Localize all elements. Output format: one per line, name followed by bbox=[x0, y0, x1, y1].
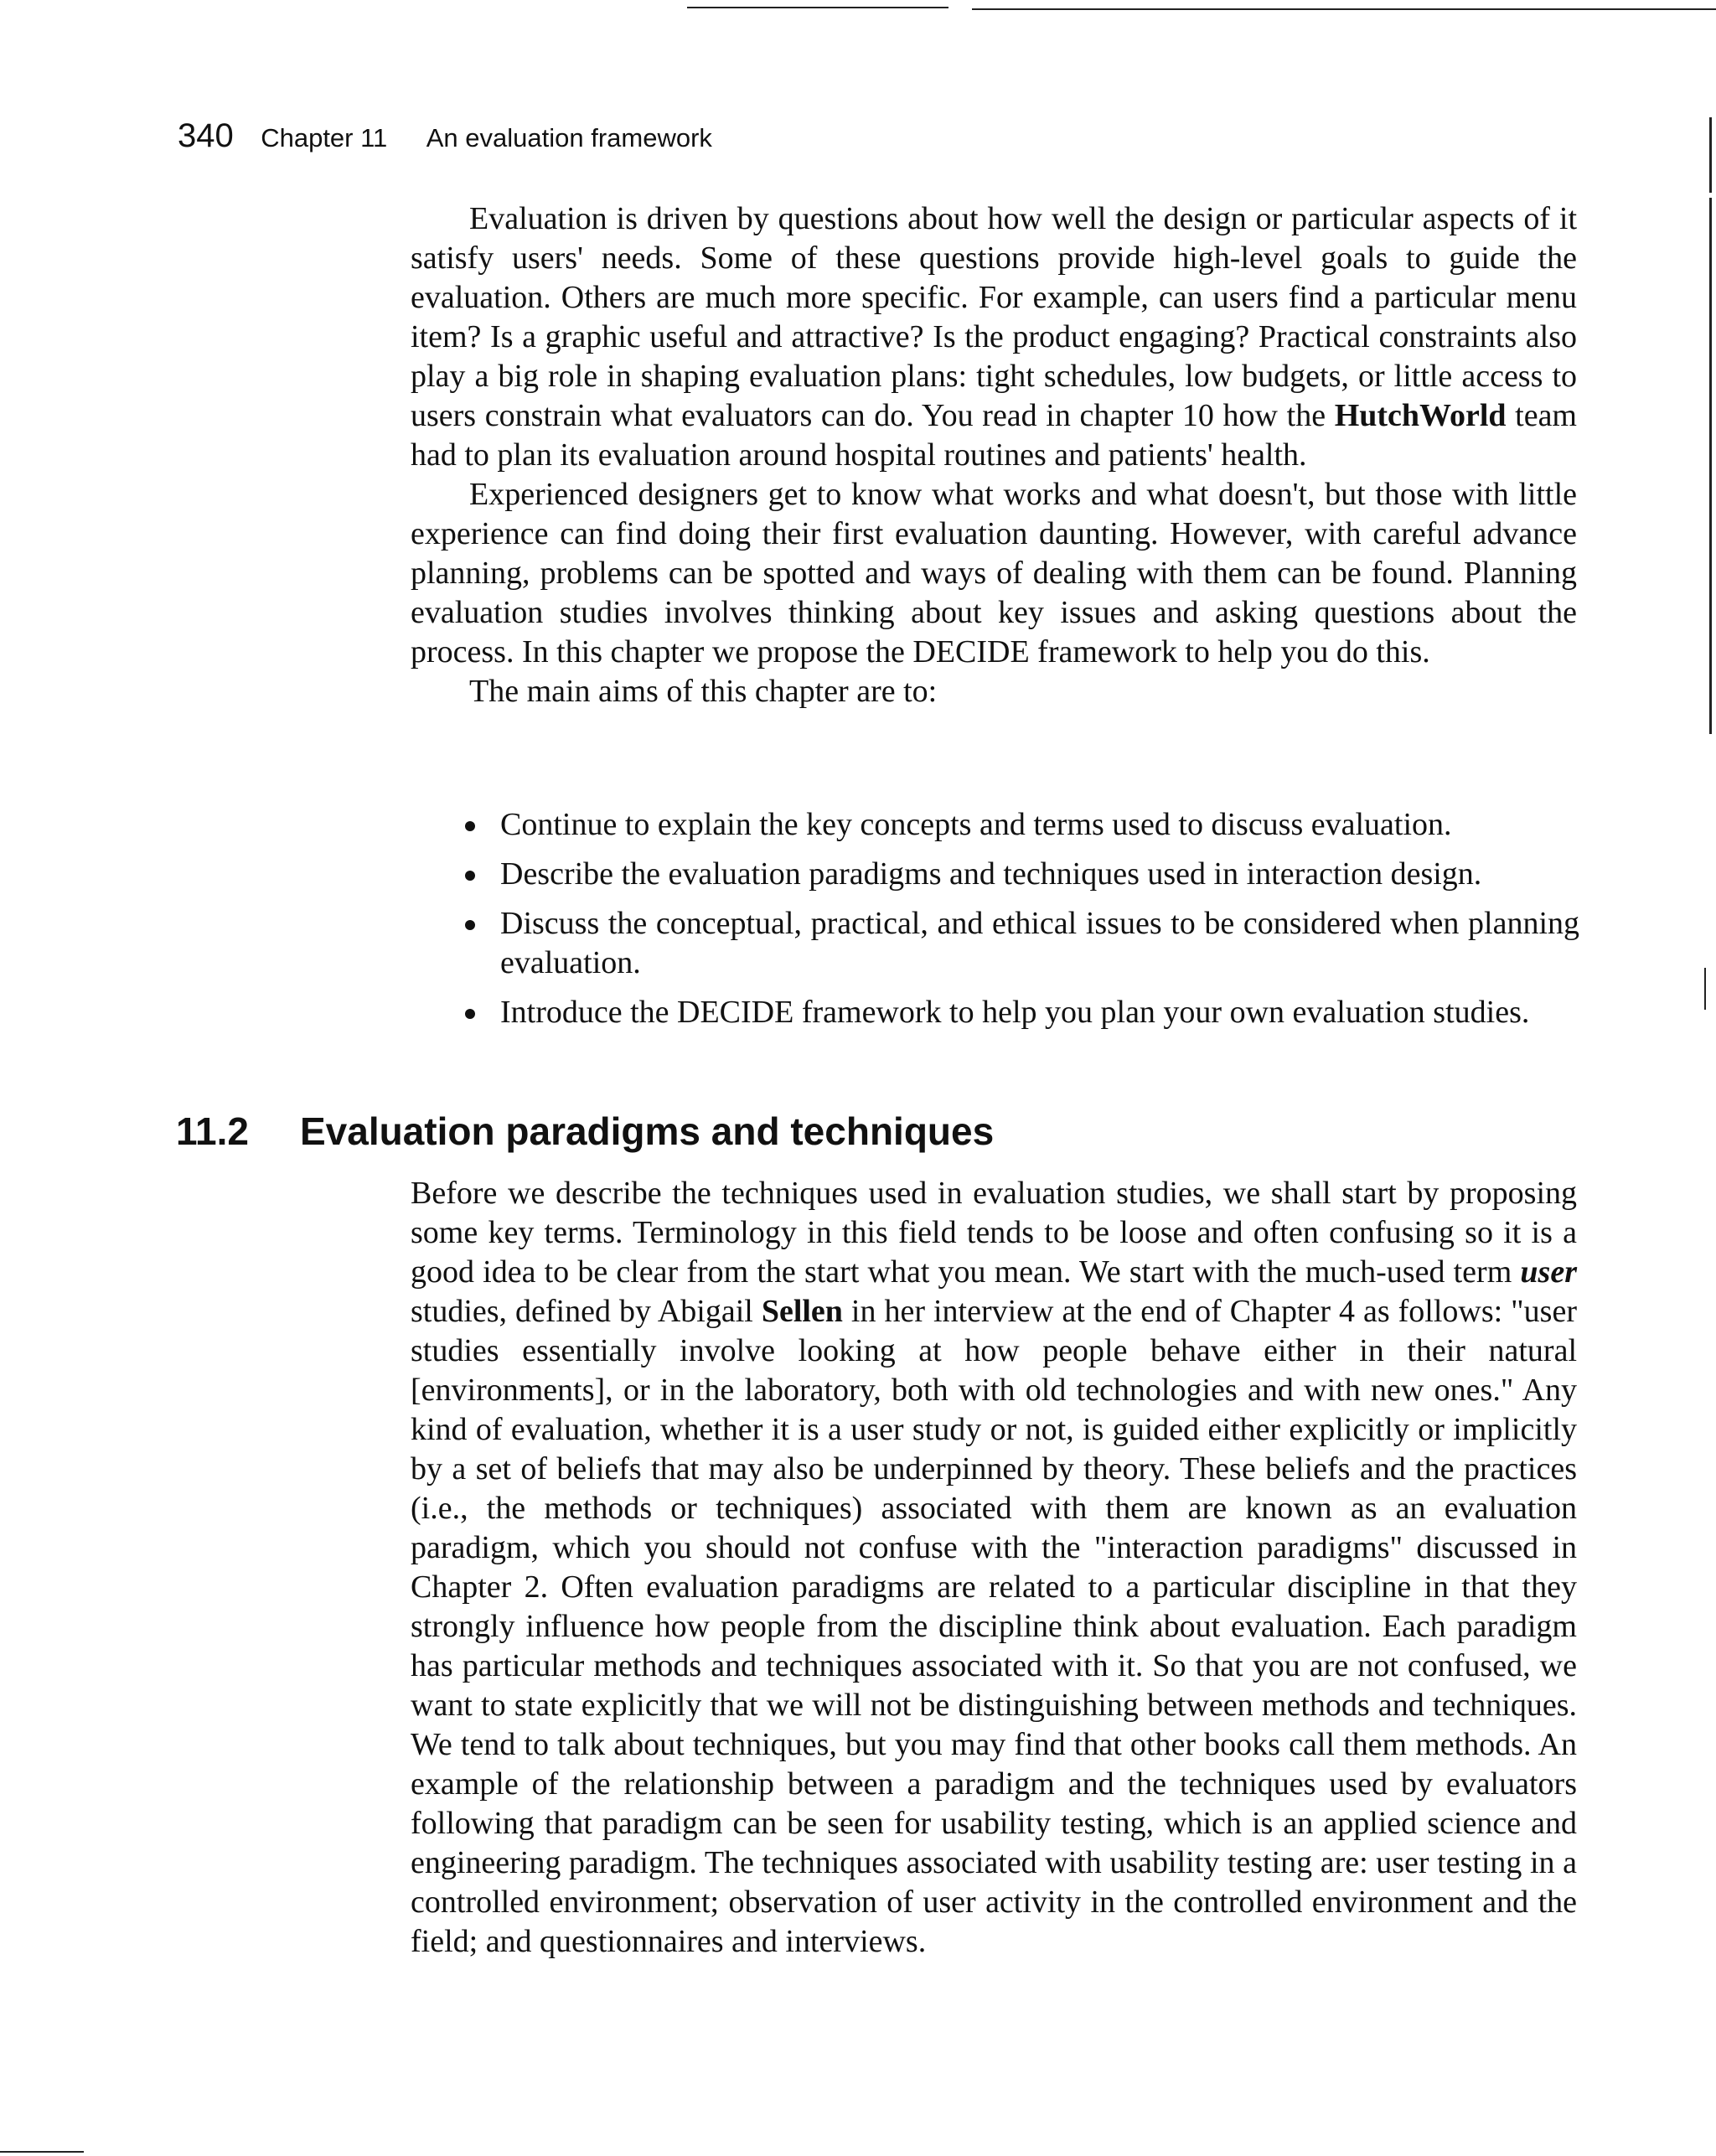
section-heading bbox=[176, 1109, 994, 1154]
bullet-icon bbox=[465, 871, 475, 881]
chapter-aims-list bbox=[465, 805, 1579, 1042]
scan-artifact-right-edge-2 bbox=[1709, 198, 1712, 734]
intro-text bbox=[411, 199, 1577, 711]
aim-text: Introduce the DECIDE framework to help you plan your own evaluation studies. bbox=[500, 995, 1530, 1030]
page-number: 340 bbox=[178, 117, 234, 154]
intro-paragraph-1-text-a: Evaluation is driven by questions about how well the design or particular aspects of it satisfy users' needs. Some of these questions provide high-level goals to guide the evaluation. Others are much more specific. For example, can users find a particular menu item? Is a graphic useful and attractive? Is the product engaging? Practical constraints also play a big role in shaping evaluation plans: tight schedules, low budgets, or little access to users constrain what evaluators can do. You read in chapter 10 how the bbox=[411, 201, 1577, 433]
list-item bbox=[465, 993, 1579, 1032]
intro-paragraph-1-text-b: team had to plan its evaluation around hospital routines and patients' health. bbox=[411, 398, 1577, 473]
section-paragraph bbox=[411, 1174, 1577, 1962]
bullet-icon bbox=[465, 920, 475, 930]
list-item bbox=[465, 904, 1579, 983]
chapter-label: Chapter 11 bbox=[261, 123, 388, 153]
hutchworld-term: HutchWorld bbox=[1334, 398, 1507, 433]
sellen-name: Sellen bbox=[761, 1294, 843, 1329]
intro-paragraph-2: Experienced designers get to know what works and what doesn't, but those with little experience can find doing their first evaluation daunting. However, with careful advance planning, problems can be spotted and ways of dealing with them can be found. Planning evaluation studies involves thinking about key issues and asking questions about the process. In this chapter we propose the DECIDE framework to help you do this. bbox=[411, 477, 1577, 670]
list-item bbox=[465, 855, 1579, 894]
intro-paragraph-1 bbox=[411, 199, 1577, 475]
running-header bbox=[178, 117, 712, 155]
section-title: Evaluation paradigms and techniques bbox=[300, 1109, 995, 1153]
list-item bbox=[465, 805, 1579, 845]
section-text-a: Before we describe the techniques used in evaluation studies, we shall start by proposing some key terms. Terminology in this field tends to be loose and often confusing so it is a good idea to be clear from the start what you mean. We start with the much-used term bbox=[411, 1176, 1577, 1290]
aim-text: Discuss the conceptual, practical, and ethical issues to be considered when planning evaluation. bbox=[500, 906, 1579, 980]
section-body bbox=[411, 1174, 1577, 1962]
scan-artifact-right-edge-3 bbox=[1704, 968, 1706, 1010]
bullet-icon bbox=[465, 1009, 475, 1019]
user-term: user bbox=[1520, 1254, 1577, 1290]
scan-artifact-top-line-right bbox=[972, 8, 1716, 10]
aim-text: Continue to explain the key concepts and terms used to discuss evaluation. bbox=[500, 807, 1452, 842]
scan-artifact-bottom-line bbox=[0, 2151, 84, 2153]
scan-artifact-right-edge-1 bbox=[1709, 117, 1712, 193]
intro-paragraph-3: The main aims of this chapter are to: bbox=[469, 674, 938, 709]
bullet-icon bbox=[465, 821, 475, 831]
section-text-b: studies, defined by Abigail bbox=[411, 1294, 762, 1329]
aim-text: Describe the evaluation paradigms and techniques used in interaction design. bbox=[500, 856, 1482, 892]
section-text-c: in her interview at the end of Chapter 4 as follows: "user studies essentially involve looking at how people behave either in their natural [environments], or in the laboratory, both with old technologies and with new ones." Any kind of evaluation, whether it is a user study or not, is guided either explicitly or implicitly by a set of beliefs that may also be underpinned by theory. These beliefs and the practices (i.e., the methods or techniques) associated with them are known as an evaluation paradigm, which you should not confuse with the "interaction paradigms" discussed in Chapter 2. Often evaluation paradigms are related to a particular discipline in that they strongly influence how people from the discipline think about evaluation. Each paradigm has particular methods and techniques associated with it. So that you are not confused, we want to state explicitly that we will not be distinguishing between methods and techniques. We tend to talk about techniques, but you may find that other books call them methods. An example of the relationship between a paradigm and the techniques used by evaluators following that paradigm can be seen for usability testing, which is an applied science and engineering paradigm. The techniques associated with usability testing are: user testing in a controlled environment; observation of user activity in the controlled environment and the field; and questionnaires and interviews. bbox=[411, 1294, 1577, 1959]
scan-artifact-top-line-left bbox=[687, 7, 948, 8]
chapter-title: An evaluation framework bbox=[426, 123, 712, 153]
section-number: 11.2 bbox=[176, 1109, 249, 1153]
